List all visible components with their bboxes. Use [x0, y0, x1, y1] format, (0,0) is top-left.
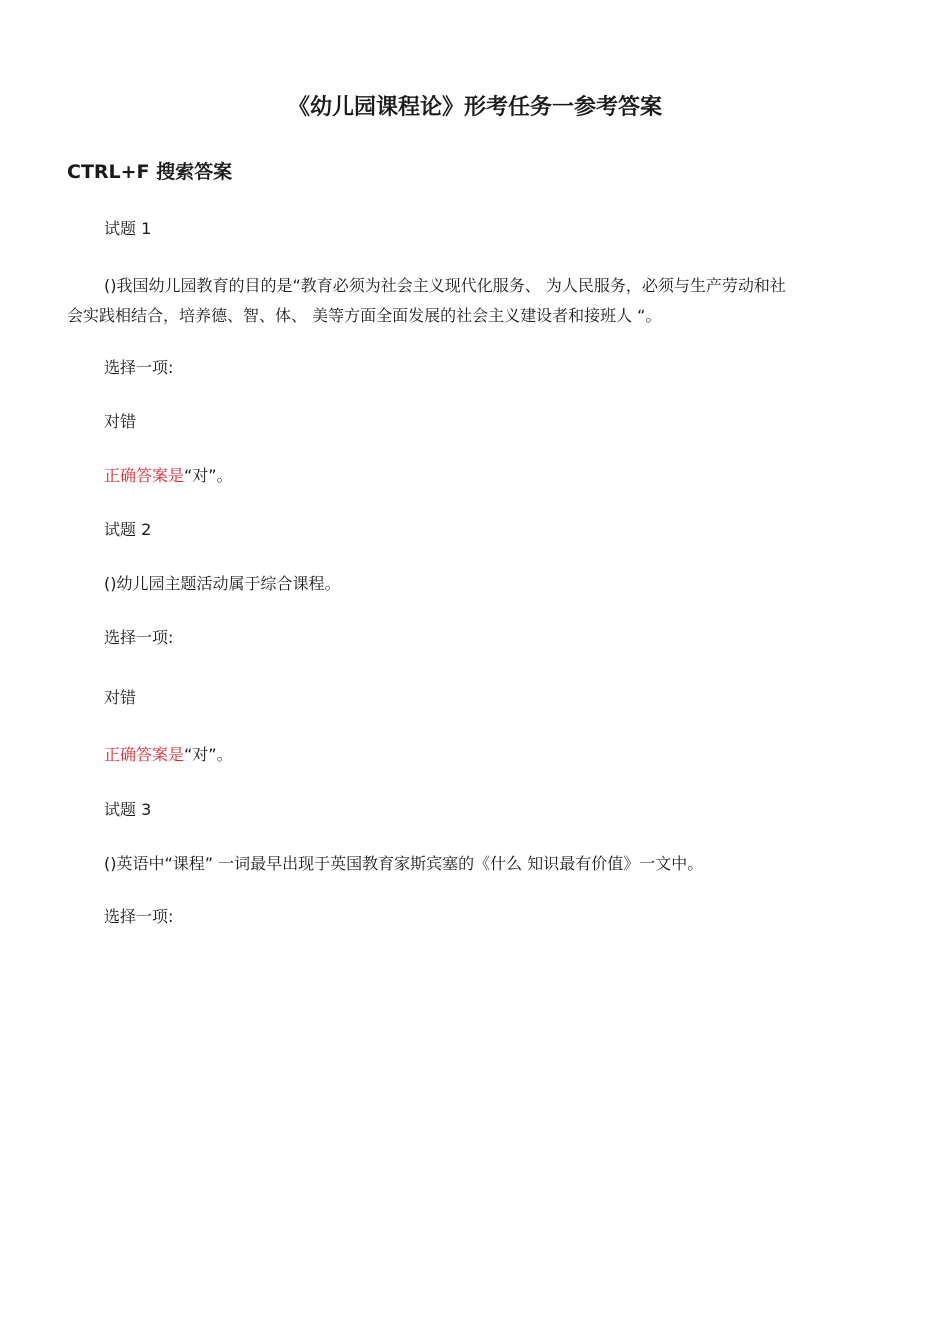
question-1-choose-prompt: 选择一项:: [104, 358, 174, 377]
answer-prefix: 正确答案是: [104, 745, 185, 764]
question-1-answer: [67, 461, 914, 491]
question-2-options: 对错: [104, 688, 137, 707]
answer-value: “对”。: [184, 466, 233, 485]
question-2-answer: [67, 740, 914, 770]
question-3-text: ()英语中“课程” 一词最早出现于英国教育家斯宾塞的《什么 知识最有价值》一文中。: [104, 854, 704, 873]
question-2-choose-prompt: 选择一项:: [104, 628, 174, 647]
question-1-text: [67, 271, 877, 331]
question-3-label: 试题 3: [104, 800, 152, 819]
question-2-text: ()幼儿园主题活动属于综合课程。: [104, 574, 341, 593]
question-1-label: 试题 1: [104, 219, 152, 238]
document-title: 《幼儿园课程论》形考任务一参考答案: [287, 95, 662, 120]
answer-prefix: 正确答案是: [104, 466, 185, 485]
question-1-options: 对错: [104, 412, 137, 431]
question-1-text-line2: 会实践相结合，培养德、智、体、 美等方面全面发展的社会主义建设者和接班人 “。: [67, 306, 662, 325]
answer-value: “对”。: [184, 745, 233, 764]
question-1-text-line1: ()我国幼儿园教育的目的是“教育必须为社会主义现代化服务、 为人民服务，必须与生产劳动和社: [104, 276, 786, 295]
question-2-label: 试题 2: [104, 520, 152, 539]
search-hint: CTRL+F 搜索答案: [67, 161, 233, 183]
question-3-choose-prompt: 选择一项:: [104, 907, 174, 926]
